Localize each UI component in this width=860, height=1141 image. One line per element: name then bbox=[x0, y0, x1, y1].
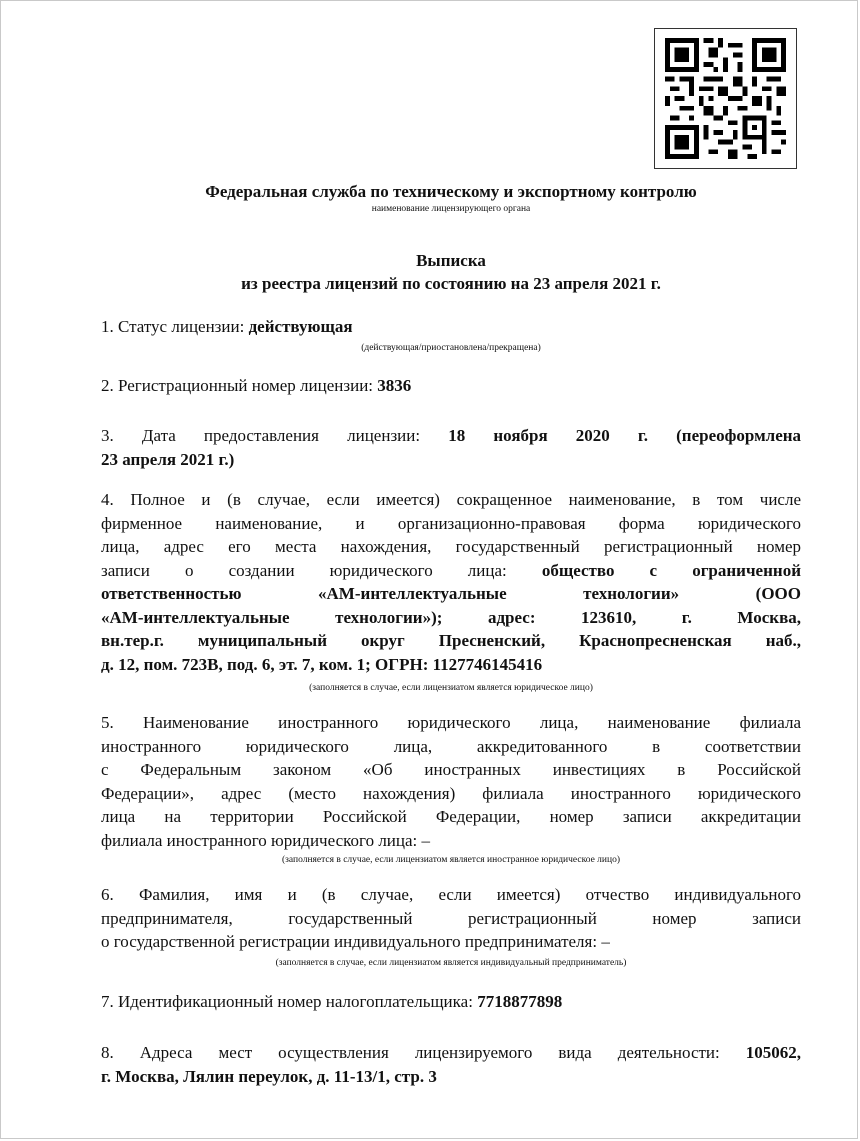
item-5-caption: (заполняется в случае, если лицензиатом является иностранное юридическое лицо) bbox=[282, 855, 620, 865]
licensing-authority-caption: наименование лицензирующего органа bbox=[371, 204, 531, 214]
item-8-value-a: 105062, bbox=[745, 1043, 801, 1062]
item-1-label: 1. Статус лицензии: bbox=[101, 317, 249, 336]
item-tax-id bbox=[101, 990, 801, 1014]
title-line-2: из реестра лицензий по состоянию на 23 апреля 2021 г. bbox=[241, 274, 661, 293]
title-line-1: Выписка bbox=[416, 251, 486, 270]
item-5-line-1: 5. Наименование иностранного юридического лица, наименование филиала bbox=[101, 713, 801, 732]
qr-code-image bbox=[665, 38, 786, 159]
item-4-line-8: д. 12, пом. 723В, под. 6, эт. 7, ком. 1; ОГРН: 1127746145416 bbox=[101, 654, 543, 674]
item-3-label-b: предоставления bbox=[203, 426, 319, 445]
item-1-value: действующая bbox=[248, 317, 353, 336]
item-5-line-2: иностранного юридического лица, аккредитованного в соответствии bbox=[101, 736, 801, 756]
item-5-line-4: Федерации», адрес (место нахождения) филиала иностранного юридического bbox=[101, 783, 801, 803]
item-3-label-a: 3. Дата bbox=[101, 426, 176, 445]
item-license-date bbox=[101, 424, 801, 471]
item-3-value-b: (переоформлена bbox=[676, 426, 802, 445]
item-5-line-6: филиала иностранного юридического лица: – bbox=[101, 830, 431, 850]
item-2-value: 3836 bbox=[377, 376, 412, 395]
item-8-label: 8. Адреса мест осуществления лицензируемого вида деятельности: bbox=[101, 1043, 746, 1062]
item-4-line-5: ответственностью «АМ-интеллектуальные технологии» (ООО bbox=[101, 584, 801, 603]
item-registration-number bbox=[101, 374, 801, 398]
item-3-value-c: 23 апреля 2021 г.) bbox=[101, 449, 235, 469]
item-7-label: 7. Идентификационный номер налогоплательщика: bbox=[101, 992, 478, 1011]
item-7-value: 7718877898 bbox=[477, 992, 563, 1011]
item-activity-address bbox=[101, 1041, 801, 1088]
item-4-caption: (заполняется в случае, если лицензиатом является юридическое лицо) bbox=[309, 683, 593, 693]
qr-code bbox=[654, 28, 797, 169]
item-4-line-6: «АМ-интеллектуальные технологии»); адрес: 123610, г. Москва, bbox=[101, 607, 801, 627]
item-5-line-3: с Федеральным законом «Об иностранных инвестициях в Российской bbox=[101, 760, 801, 779]
item-4-line-4-bold: общество с ограниченной bbox=[541, 560, 801, 580]
item-6-line-2: предпринимателя, государственный регистрационный номер записи bbox=[101, 908, 801, 928]
document-title bbox=[101, 249, 801, 295]
item-2-label: 2. Регистрационный номер лицензии: bbox=[101, 376, 378, 395]
item-5-line-5: лица на территории Российской Федерации, номер записи аккредитации bbox=[101, 807, 801, 826]
item-1-caption: (действующая/приостановлена/прекращена) bbox=[361, 343, 541, 353]
item-individual-entrepreneur bbox=[101, 883, 801, 954]
item-3-value-a: 18 ноября 2020 г. bbox=[448, 426, 648, 445]
item-4-line-1: 4. Полное и (в случае, если имеется) сокращенное наименование, в том числе bbox=[101, 490, 801, 509]
item-4-line-4-text: записи о создании юридического лица: bbox=[101, 560, 542, 580]
item-6-line-3: о государственной регистрации индивидуального предпринимателя: – bbox=[101, 932, 610, 951]
item-4-line-3: лица, адрес его места нахождения, государственный регистрационный номер bbox=[101, 537, 801, 556]
item-legal-entity bbox=[101, 488, 801, 676]
item-4-line-2: фирменное наименование, и организационно-правовая форма юридического bbox=[101, 513, 801, 533]
item-8-value-b: г. Москва, Лялин переулок, д. 11-13/1, стр. 3 bbox=[101, 1066, 437, 1086]
item-license-status bbox=[101, 315, 801, 339]
item-4-line-7: вн.тер.г. муниципальный округ Пресненский, Краснопресненская наб., bbox=[101, 631, 801, 650]
item-6-line-1: 6. Фамилия, имя и (в случае, если имеется) отчество индивидуального bbox=[101, 885, 801, 904]
licensing-authority-name: Федеральная служба по техническому и экспортному контролю bbox=[205, 182, 697, 201]
item-3-label-c: лицензии: bbox=[347, 426, 449, 445]
item-6-caption: (заполняется в случае, если лицензиатом является индивидуальный предприниматель) bbox=[275, 958, 627, 968]
item-foreign-entity bbox=[101, 711, 801, 852]
